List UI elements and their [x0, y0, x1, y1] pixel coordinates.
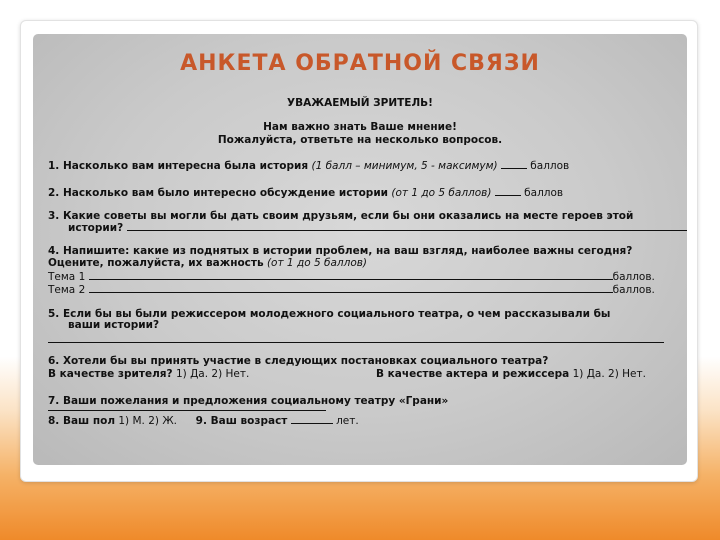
question-3-label: истории?: [68, 222, 124, 234]
viewer-label: В качестве зрителя?: [48, 368, 173, 380]
question-7-answer-blank[interactable]: [48, 410, 326, 411]
question-4-hint: (от 1 до 5 баллов): [266, 257, 368, 269]
question-4-topic-1: [48, 270, 655, 283]
greeting: УВАЖАЕМЫЙ ЗРИТЕЛЬ!: [287, 97, 433, 109]
question-1-answer-blank[interactable]: [501, 159, 527, 169]
question-2-suffix: баллов: [524, 187, 564, 199]
question-5-line-1: 5. Если бы вы были режиссером молодежного социального театра, о чем рассказывали бы: [48, 308, 611, 320]
question-5-answer-blank[interactable]: [48, 342, 664, 343]
question-3-answer-blank[interactable]: [127, 221, 687, 231]
question-2-text: 2. Насколько вам было интересно обсуждение истории: [48, 187, 389, 199]
question-4-line-1: 4. Напишите: какие из поднятых в истории проблем, на ваш взгляд, наиболее важны сегодня?: [48, 245, 633, 257]
question-2-hint: (от 1 до 5 баллов): [391, 187, 492, 199]
question-8-options[interactable]: 1) М. 2) Ж.: [118, 415, 177, 427]
topic-2-suffix: баллов.: [612, 284, 655, 296]
actor-options[interactable]: 1) Да. 2) Нет.: [572, 368, 646, 380]
topic-2-answer-blank[interactable]: [89, 283, 613, 293]
question-5-line-2: ваши истории?: [68, 319, 160, 331]
topic-1-suffix: баллов.: [612, 271, 655, 283]
question-6-actor: [376, 368, 646, 380]
question-8-label: 8. Ваш пол: [48, 415, 116, 427]
question-1-suffix: баллов: [530, 160, 570, 172]
question-1-hint: (1 балл – минимум, 5 - максимум): [311, 160, 498, 172]
topic-1-label: Тема 1: [48, 271, 86, 283]
question-2-answer-blank[interactable]: [495, 186, 521, 196]
topic-2-label: Тема 2: [48, 284, 86, 296]
question-3-line-1: 3. Какие советы вы могли бы дать своим друзьям, если бы они оказались на месте героев этой: [48, 210, 634, 222]
question-6-viewer: [48, 368, 249, 380]
question-1: [48, 159, 569, 172]
question-7-text: 7. Ваши пожелания и предложения социальному театру «Грани»: [48, 395, 449, 407]
questions-8-9: [48, 414, 359, 427]
question-1-text: 1. Насколько вам интересна была история: [48, 160, 309, 172]
question-3-line-2: [68, 221, 687, 234]
page-title: АНКЕТА ОБРАТНОЙ СВЯЗИ: [180, 51, 540, 76]
question-4-instruction: Оцените, пожалуйста, их важность: [48, 257, 264, 269]
intro-line-1: Нам важно знать Ваше мнение!: [263, 121, 457, 133]
topic-1-answer-blank[interactable]: [89, 270, 613, 280]
intro-line-2: Пожалуйста, ответьте на несколько вопросов.: [217, 134, 503, 146]
question-9-label: 9. Ваш возраст: [195, 415, 288, 427]
question-9-answer-blank[interactable]: [291, 414, 333, 424]
question-4-line-2: [48, 257, 367, 269]
question-9-suffix: лет.: [336, 415, 359, 427]
viewer-options[interactable]: 1) Да. 2) Нет.: [175, 368, 250, 380]
question-6-line-1: 6. Хотели бы вы принять участие в следующих постановках социального театра?: [48, 355, 549, 367]
question-2: [48, 186, 563, 199]
actor-label: В качестве актера и режиссера: [376, 368, 570, 380]
question-4-topic-2: [48, 283, 655, 296]
